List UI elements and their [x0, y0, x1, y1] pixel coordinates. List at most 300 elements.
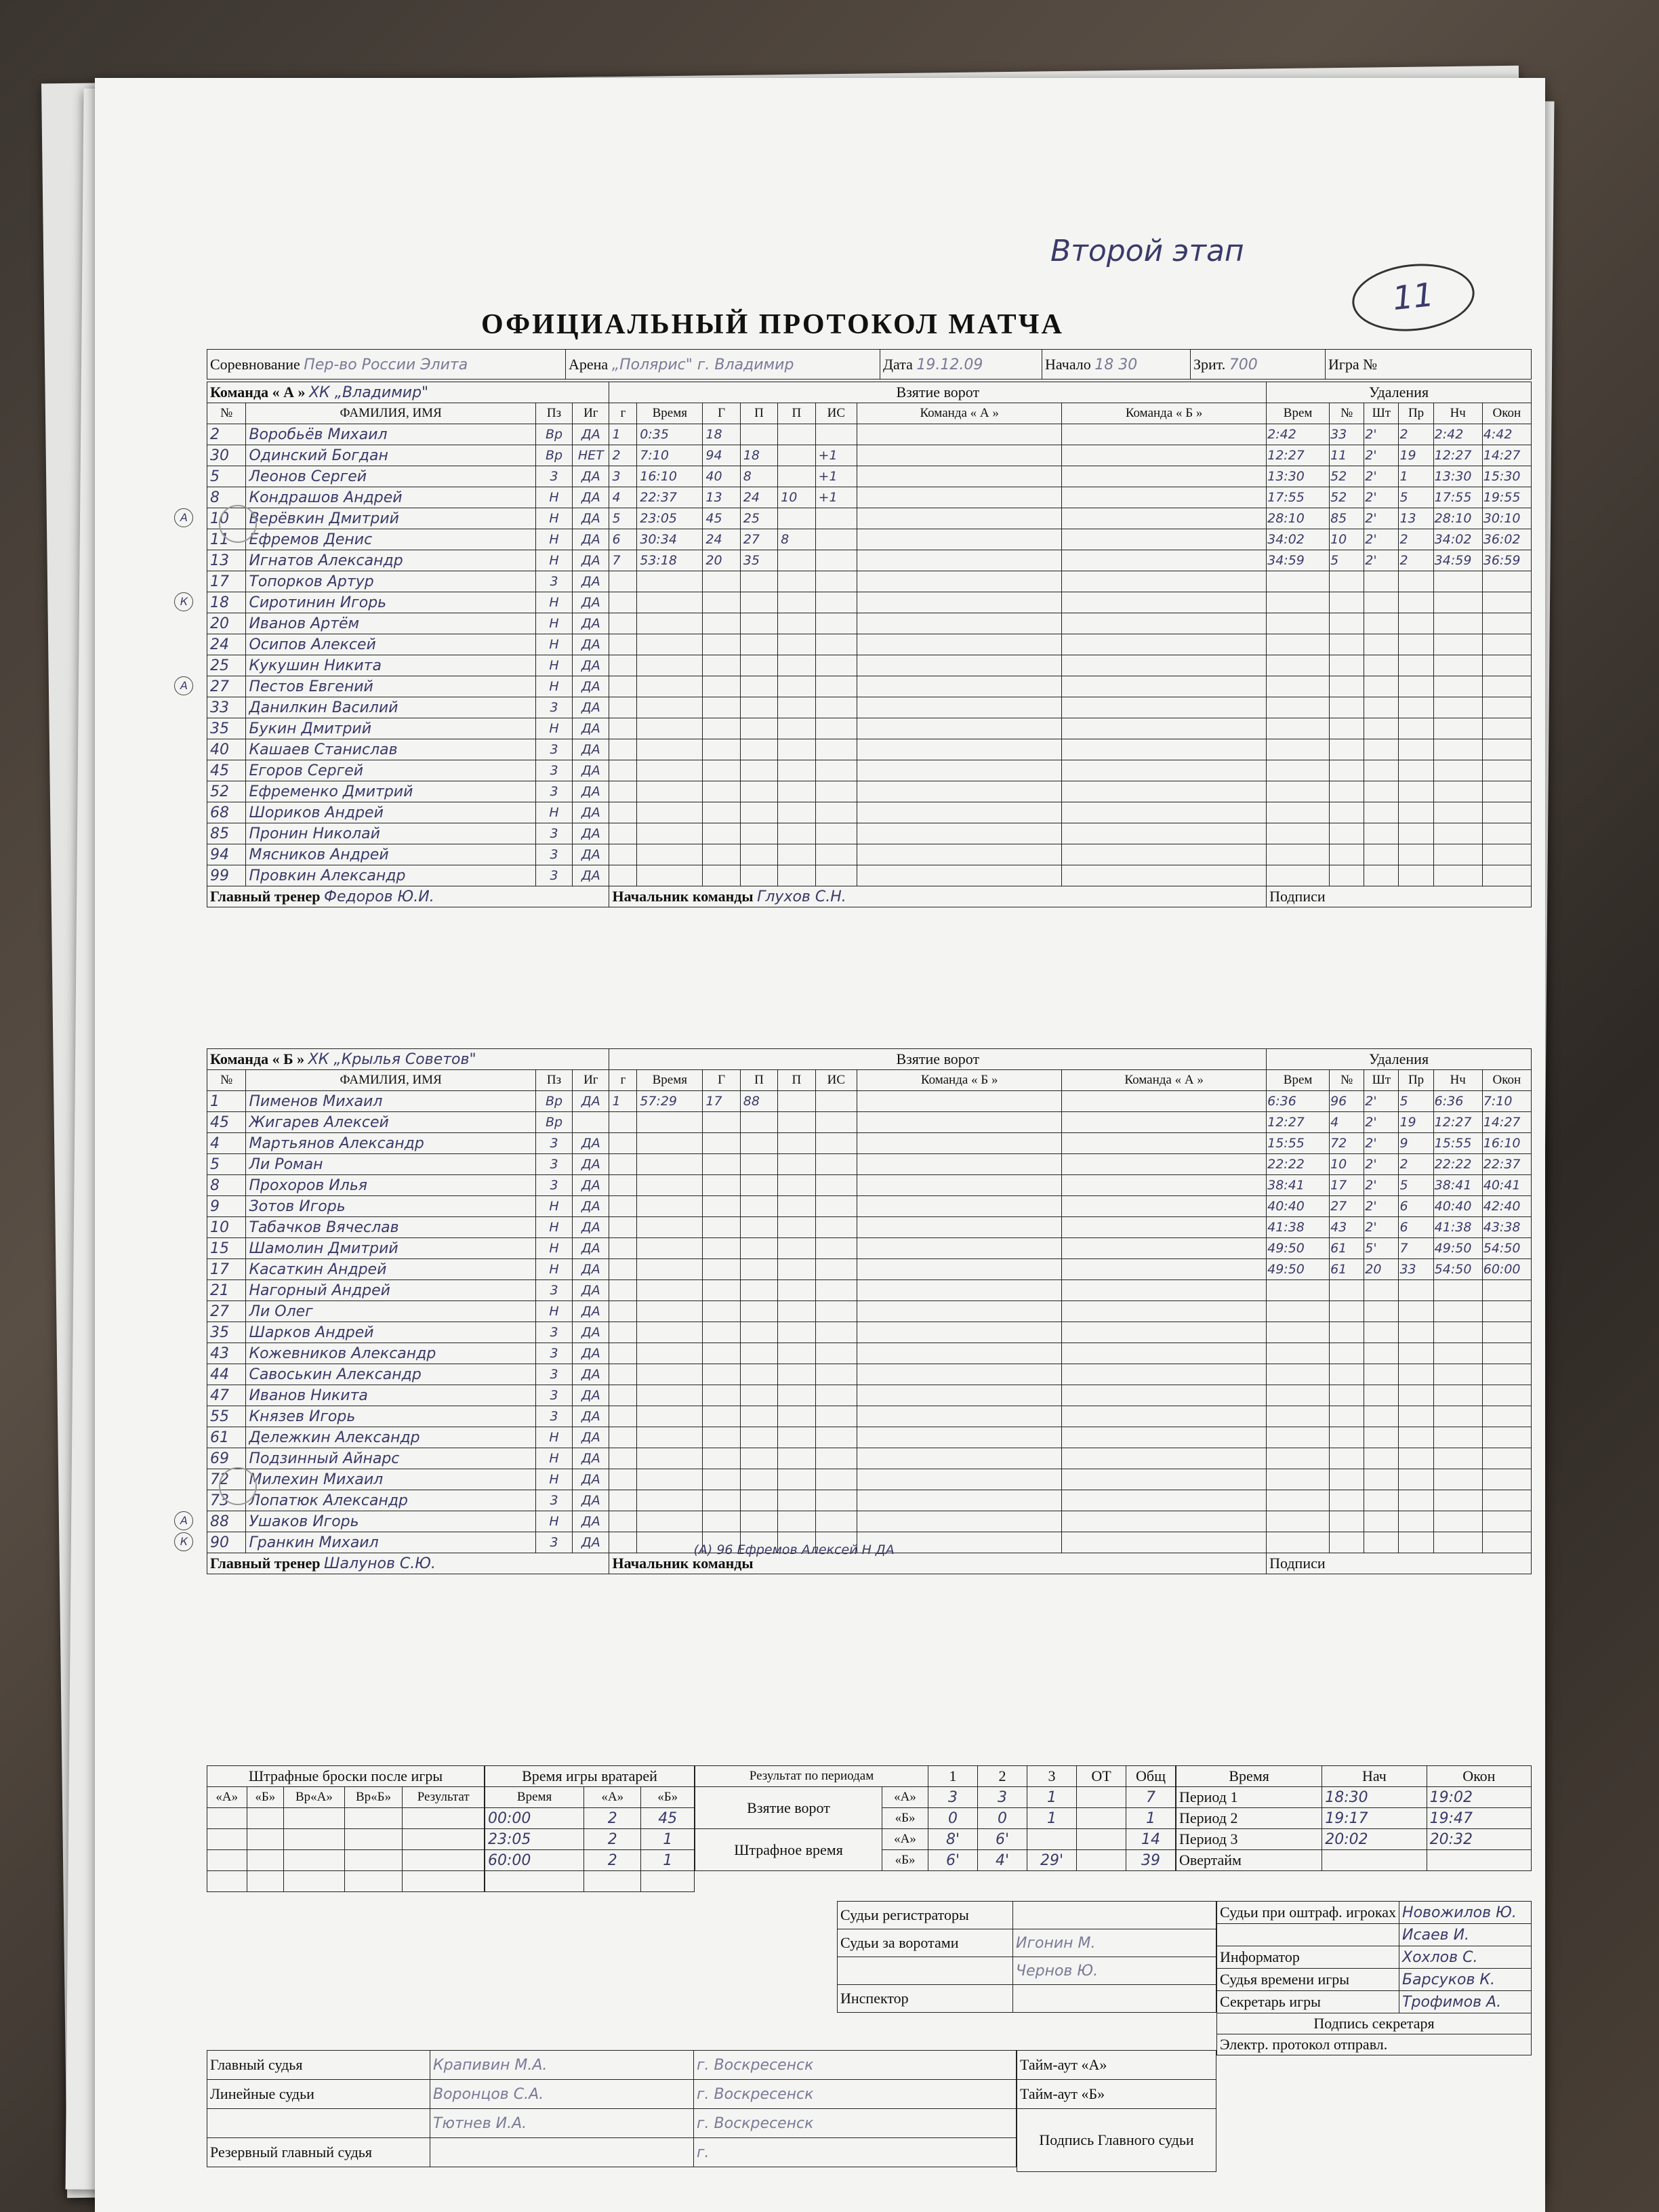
team-a-player-num: 94: [207, 844, 246, 865]
team-a-player-num: 2: [207, 424, 246, 445]
team-b-goal-side-a: [857, 1280, 1062, 1301]
team-b-goal-P1: [740, 1490, 777, 1511]
period-end: 19:02: [1427, 1787, 1531, 1808]
team-a-goal-g: [609, 844, 637, 865]
team-a-goal-P2: 10: [778, 487, 815, 508]
table-row: [1176, 1850, 1532, 1871]
team-a-goal-time: [637, 760, 703, 781]
team-b-goal-side-a: [857, 1448, 1062, 1469]
team-b-goal-G: [703, 1427, 740, 1448]
team-a-pen-start: 12:27: [1433, 445, 1482, 466]
team-a-goal-P2: [778, 571, 815, 592]
team-a-pen-num: [1330, 844, 1364, 865]
team-b-goal-P2: [778, 1091, 815, 1112]
team-a-col-ps: Шт: [1364, 403, 1399, 424]
team-b-goal-side-b: [1062, 1490, 1267, 1511]
table-row: [838, 1902, 1216, 1929]
team-b-goal-g: [609, 1490, 637, 1511]
period-goals-a-value: 1: [1027, 1787, 1077, 1808]
team-b-pen-end: 16:10: [1482, 1133, 1531, 1154]
team-a-player-num: 24: [207, 634, 246, 655]
team-b-goal-time: [637, 1427, 703, 1448]
team-a-goal-time: [637, 697, 703, 718]
shootout-cell: [284, 1829, 345, 1850]
team-a-goal-side-b: [1062, 676, 1267, 697]
official-label: Информатор: [1217, 1946, 1399, 1969]
team-a-player-ig: ДА: [573, 844, 609, 865]
team-a-pen-start: [1433, 676, 1482, 697]
team-a-pen-start: 2:42: [1433, 424, 1482, 445]
team-a-player-pz: 3: [535, 571, 572, 592]
team-b-coach-value: Шалунов С.Ю.: [324, 1555, 436, 1572]
team-a-goal-G: [703, 655, 740, 676]
team-a-goal-g: 2: [609, 445, 637, 466]
team-a-player-num: 18: [207, 592, 246, 613]
team-b-goal-P1: [740, 1133, 777, 1154]
team-a-pen-start: [1433, 865, 1482, 886]
gk-b: 1: [641, 1829, 695, 1850]
table-row: [207, 1871, 485, 1892]
team-a-pen-start: 17:55: [1433, 487, 1482, 508]
team-a-goal-side-b: [1062, 760, 1267, 781]
punch-hole-top: [219, 505, 257, 543]
team-b-goals-header: Взятие ворот: [609, 1049, 1267, 1070]
team-a-pen-pr: [1399, 592, 1433, 613]
team-b-pen-start: 22:22: [1433, 1154, 1482, 1175]
table-row: [207, 1511, 1532, 1532]
team-a-goal-P2: [778, 676, 815, 697]
team-b-goal-side-b: [1062, 1217, 1267, 1238]
team-b-goal-g: [609, 1532, 895, 1557]
electronic-protocol: Электр. протокол отправл.: [1217, 2034, 1532, 2055]
team-a-coach-label: Главный тренер: [210, 888, 321, 905]
team-a-player-ig: ДА: [573, 613, 609, 634]
start-value: 18 30: [1094, 356, 1138, 373]
team-a-pen-num: 85: [1330, 508, 1364, 529]
team-b-goal-P1: [740, 1469, 777, 1490]
shootout-cell: [403, 1850, 485, 1871]
date-value: 19.12.09: [916, 356, 983, 373]
shootout-col: Вр«Б»: [344, 1787, 403, 1808]
team-b-pen-end: 54:50: [1482, 1238, 1531, 1259]
team-a-pen-end: [1482, 655, 1531, 676]
period-goals-b-value: [1077, 1808, 1126, 1829]
team-b-col-P2: П: [778, 1070, 815, 1091]
period-goals-a-tag: «А»: [882, 1787, 928, 1808]
table-row: [1017, 2051, 1216, 2080]
team-b-pen-time: 12:27: [1267, 1112, 1330, 1133]
spectators-value: 700: [1229, 356, 1258, 373]
team-b-table: [180, 1048, 1532, 1574]
team-b-coach-label: Главный тренер: [210, 1555, 321, 1572]
team-a-goal-time: [637, 844, 703, 865]
gk-time: 60:00: [485, 1850, 584, 1871]
team-b-pen-start: [1433, 1301, 1482, 1322]
team-a-goal-P1: 35: [740, 550, 777, 571]
shootout-col: «А»: [207, 1787, 247, 1808]
times-col: Нач: [1322, 1766, 1427, 1787]
team-b-goal-P2: [778, 1343, 815, 1364]
team-a-pen-pr: [1399, 697, 1433, 718]
table-row: [1217, 1924, 1532, 1946]
times-col: Время: [1176, 1766, 1322, 1787]
period-pim-b-value: 39: [1126, 1850, 1176, 1871]
team-b-goal-side-b: [1062, 1196, 1267, 1217]
table-row: [207, 2138, 1017, 2167]
team-a-goal-g: [609, 634, 637, 655]
team-a-goal-time: [637, 613, 703, 634]
team-b-pen-sht: [1364, 1280, 1399, 1301]
referee-value: Тютнев И.А.: [430, 2109, 694, 2138]
team-b-goal-g: [609, 1217, 637, 1238]
team-a-pen-num: [1330, 592, 1364, 613]
team-b-player-pz: 3: [535, 1133, 572, 1154]
team-a-pen-sht: [1364, 739, 1399, 760]
team-a-pen-num: [1330, 697, 1364, 718]
team-a-goal-G: 94: [703, 445, 740, 466]
team-a-goal-side-a: [857, 865, 1062, 886]
period-label: Период 2: [1176, 1808, 1322, 1829]
team-a-goal-IS: [815, 529, 857, 550]
team-b-chief-label: Начальник команды: [612, 1555, 754, 1572]
team-a-goal-IS: [815, 697, 857, 718]
team-a-pen-start: 28:10: [1433, 508, 1482, 529]
team-b-goal-P1: [740, 1301, 777, 1322]
team-b-pen-time: 49:50: [1267, 1259, 1330, 1280]
team-a-goal-g: 1: [609, 424, 637, 445]
team-b-pen-time: [1267, 1343, 1330, 1364]
team-b-goal-P2: [778, 1406, 815, 1427]
team-b-goal-g: [609, 1364, 637, 1385]
team-a-pen-sht: 2': [1364, 466, 1399, 487]
official-label: [1217, 1924, 1399, 1946]
team-b-goal-side-b: [1062, 1133, 1267, 1154]
team-b-pen-num: [1330, 1343, 1364, 1364]
team-a-goal-g: 3: [609, 466, 637, 487]
team-b-goal-G: [703, 1196, 740, 1217]
table-row: [207, 2080, 1017, 2109]
team-a-goal-g: [609, 760, 637, 781]
team-b-pen-time: 41:38: [1267, 1217, 1330, 1238]
team-b-col-P1: П: [740, 1070, 777, 1091]
team-a-goal-time: [637, 865, 703, 886]
team-b-goal-side-a: [857, 1490, 1062, 1511]
punch-hole-bottom: [219, 1467, 257, 1505]
team-a-goal-g: 4: [609, 487, 637, 508]
team-a-col-name: ФАМИЛИЯ, ИМЯ: [246, 403, 535, 424]
team-a-goal-P2: [778, 466, 815, 487]
team-a-pen-pr: [1399, 823, 1433, 844]
team-b-player-pz: 3: [535, 1490, 572, 1511]
table-row: [207, 487, 1532, 508]
team-b-goal-g: [609, 1406, 637, 1427]
team-b-pen-start: 6:36: [1433, 1091, 1482, 1112]
team-b-player-name: Кожевников Александр: [246, 1343, 535, 1364]
table-row: [207, 655, 1532, 676]
team-a-pen-sht: [1364, 823, 1399, 844]
team-a-goal-G: [703, 760, 740, 781]
team-a-player-name: Данилкин Василий: [246, 697, 535, 718]
team-a-goal-P1: [740, 739, 777, 760]
goalkeeper-col: «А»: [584, 1787, 641, 1808]
team-a-goal-g: [609, 676, 637, 697]
team-b-goal-G: 17: [703, 1091, 740, 1112]
team-b-pen-end: [1482, 1490, 1531, 1511]
team-b-goal-side-b: [1062, 1175, 1267, 1196]
team-b-player-ig: ДА: [573, 1175, 609, 1196]
team-b-goal-G: [703, 1154, 740, 1175]
team-a-player-name: Кондрашов Андрей: [246, 487, 535, 508]
team-a-pen-time: [1267, 781, 1330, 802]
team-a-pen-start: [1433, 781, 1482, 802]
team-b-goal-P2: [778, 1322, 815, 1343]
team-a-goal-P1: [740, 697, 777, 718]
goalkeeper-col: Время: [485, 1787, 584, 1808]
period-goals-b-value: 1: [1126, 1808, 1176, 1829]
team-b-pen-end: 7:10: [1482, 1091, 1531, 1112]
team-a-pen-time: [1267, 571, 1330, 592]
team-a-signature-cell: [1267, 886, 1532, 907]
team-b-col-g: г: [609, 1070, 637, 1091]
team-b-pen-pr: 5: [1399, 1175, 1433, 1196]
team-a-player-name: Мясников Андрей: [246, 844, 535, 865]
team-a-goal-time: 7:10: [637, 445, 703, 466]
team-b-name: ХК „Крылья Советов": [308, 1051, 476, 1068]
team-a-goal-IS: [815, 865, 857, 886]
team-b-pen-num: [1330, 1364, 1364, 1385]
team-b-player-ig: [573, 1112, 609, 1133]
team-b-player-name: Жигарев Алексей: [246, 1112, 535, 1133]
team-b-goal-P2: [778, 1217, 815, 1238]
team-b-goal-time: [637, 1301, 703, 1322]
team-a-goal-side-a: [857, 634, 1062, 655]
team-a-goal-P1: [740, 613, 777, 634]
period-start: 20:02: [1322, 1829, 1427, 1850]
team-a-pen-num: 11: [1330, 445, 1364, 466]
team-b-goal-side-a: [857, 1469, 1062, 1490]
team-b-player-name: Подзинный Айнарс: [246, 1448, 535, 1469]
team-a-goal-P1: [740, 802, 777, 823]
table-row: [207, 1448, 1532, 1469]
team-b-pen-num: [1330, 1385, 1364, 1406]
period-end: 20:32: [1427, 1829, 1531, 1850]
team-b-goal-P2: [778, 1196, 815, 1217]
team-b-goal-time: [637, 1322, 703, 1343]
shootout-cell: [284, 1850, 345, 1871]
team-a-player-ig: ДА: [573, 865, 609, 886]
team-a-pen-time: [1267, 697, 1330, 718]
table-row: [207, 1175, 1532, 1196]
team-a-pen-end: 15:30: [1482, 466, 1531, 487]
team-b-goal-time: [637, 1259, 703, 1280]
team-b-goal-time: [637, 1469, 703, 1490]
team-a-goal-P1: [740, 844, 777, 865]
team-a-goal-IS: [815, 781, 857, 802]
table-row: [1217, 1969, 1532, 1991]
team-a-pen-end: [1482, 739, 1531, 760]
team-a-goal-side-a: [857, 508, 1062, 529]
team-a-goal-side-a: [857, 844, 1062, 865]
team-b-name-cell: [207, 1049, 609, 1070]
team-b-col-pn: №: [1330, 1070, 1364, 1091]
team-b-player-name: Пименов Михаил: [246, 1091, 535, 1112]
team-b-player-ig: ДА: [573, 1091, 609, 1112]
team-a-col-G: Г: [703, 403, 740, 424]
team-b-pen-end: [1482, 1343, 1531, 1364]
team-a-pen-num: 10: [1330, 529, 1364, 550]
table-row: [207, 1469, 1532, 1490]
team-b-pen-time: 38:41: [1267, 1175, 1330, 1196]
team-a-goal-IS: [815, 571, 857, 592]
team-b-pen-sht: [1364, 1406, 1399, 1427]
period-goals-b-tag: «Б»: [882, 1808, 928, 1829]
team-b-goal-side-a: [857, 1259, 1062, 1280]
team-b-col-G: Г: [703, 1070, 740, 1091]
team-a-player-name: Шориков Андрей: [246, 802, 535, 823]
gk-time: 23:05: [485, 1829, 584, 1850]
team-a-player-ig: ДА: [573, 487, 609, 508]
game-label: Игра №: [1328, 355, 1378, 373]
team-a-goal-P2: [778, 634, 815, 655]
team-b-pen-end: 14:27: [1482, 1112, 1531, 1133]
team-a-goal-side-a: [857, 571, 1062, 592]
table-row: [207, 445, 1532, 466]
table-row: [207, 1133, 1532, 1154]
team-a-col-pn: №: [1330, 403, 1364, 424]
team-a-penalties-header: Удаления: [1267, 382, 1532, 403]
team-a-goal-P2: [778, 865, 815, 886]
team-b-pen-pr: [1399, 1532, 1433, 1553]
period-col: 3: [1027, 1766, 1077, 1787]
team-a-player-ig: ДА: [573, 529, 609, 550]
team-b-player-pz: 3: [535, 1532, 572, 1553]
team-a-player-num: 20: [207, 613, 246, 634]
team-a-goal-P2: [778, 424, 815, 445]
arena-label: Арена: [569, 355, 609, 373]
team-a-goal-P1: [740, 760, 777, 781]
team-a-pen-num: [1330, 676, 1364, 697]
team-a-pen-end: [1482, 823, 1531, 844]
team-b-pen-start: 38:41: [1433, 1175, 1482, 1196]
team-b-col-IS: ИС: [815, 1070, 857, 1091]
team-b-pen-sht: [1364, 1427, 1399, 1448]
team-b-player-num: 1: [207, 1091, 246, 1112]
team-b-goal-g: [609, 1238, 637, 1259]
team-b-goal-g: [609, 1133, 637, 1154]
table-row: [207, 1385, 1532, 1406]
team-a-player-pz: Н: [535, 802, 572, 823]
team-b-goal-side-b: [1062, 1112, 1267, 1133]
team-a-goal-g: [609, 571, 637, 592]
team-b-goal-IS: [815, 1280, 857, 1301]
team-b-goal-G: [703, 1133, 740, 1154]
team-b-pen-num: [1330, 1511, 1364, 1532]
team-a-goal-P1: [740, 781, 777, 802]
team-a-goal-side-b: [1062, 424, 1267, 445]
team-a-pen-pr: 19: [1399, 445, 1433, 466]
team-a-pen-time: [1267, 592, 1330, 613]
team-a-pen-sht: [1364, 718, 1399, 739]
team-b-player-ig: ДА: [573, 1259, 609, 1280]
team-a-player-ig: НЕТ: [573, 445, 609, 466]
team-b-goal-g: [609, 1196, 637, 1217]
team-b-pen-end: [1482, 1385, 1531, 1406]
team-a-pen-num: [1330, 634, 1364, 655]
team-b-player-ig: ДА: [573, 1133, 609, 1154]
team-a-pen-pr: 2: [1399, 529, 1433, 550]
team-b-player-pz: Н: [535, 1217, 572, 1238]
team-b-pen-start: 40:40: [1433, 1196, 1482, 1217]
team-a-goal-IS: [815, 508, 857, 529]
team-a-goal-IS: [815, 613, 857, 634]
team-a-goal-G: [703, 844, 740, 865]
table-row: [207, 865, 1532, 886]
team-b-player-num: 47: [207, 1385, 246, 1406]
team-b-goal-side-a: [857, 1154, 1062, 1175]
period-col: 1: [928, 1766, 978, 1787]
team-b-pen-sht: 2': [1364, 1133, 1399, 1154]
team-b-goal-g: 1: [609, 1091, 637, 1112]
page-title: ОФИЦИАЛЬНЫЙ ПРОТОКОЛ МАТЧА: [481, 309, 1064, 340]
team-b-goal-side-a: [857, 1217, 1062, 1238]
team-a-goal-side-a: [857, 718, 1062, 739]
team-a-goal-P2: [778, 718, 815, 739]
period-start: [1322, 1850, 1427, 1871]
team-b-player-name: Шарков Андрей: [246, 1322, 535, 1343]
table-row: [207, 823, 1532, 844]
team-a-goal-P1: [740, 424, 777, 445]
team-b-player-pz: 3: [535, 1385, 572, 1406]
shootout-cell: [247, 1871, 284, 1892]
team-b-player-name: Зотов Игорь: [246, 1196, 535, 1217]
team-a-pen-pr: [1399, 739, 1433, 760]
team-b-goal-P2: [778, 1238, 815, 1259]
spectators-label: Зрит.: [1193, 355, 1226, 373]
game-number: 11: [1349, 258, 1477, 337]
team-b-pen-num: [1330, 1448, 1364, 1469]
team-b-captain-mark: А: [174, 1511, 193, 1530]
team-b-player-pz: 3: [535, 1175, 572, 1196]
team-a-pen-pr: [1399, 676, 1433, 697]
team-b-player-ig: ДА: [573, 1469, 609, 1490]
team-a-col-teams: Команда « Б »: [1062, 403, 1267, 424]
team-b-pen-end: [1482, 1364, 1531, 1385]
official-label: Судьи при оштраф. игроках: [1217, 1902, 1399, 1924]
table-row: [207, 1532, 1532, 1553]
table-row: [485, 1808, 695, 1829]
team-b-goal-IS: [815, 1385, 857, 1406]
protocol-sheet: [95, 78, 1545, 2212]
team-a-col-pst: Нч: [1433, 403, 1482, 424]
table-row: [1017, 2080, 1216, 2109]
gk-a: 2: [584, 1808, 641, 1829]
team-a-player-pz: Вр: [535, 445, 572, 466]
team-b-goal-IS: [815, 1175, 857, 1196]
team-a-pen-pr: 5: [1399, 487, 1433, 508]
shootout-cell: [403, 1871, 485, 1892]
team-b-pen-start: 12:27: [1433, 1112, 1482, 1133]
goalkeeper-title: Время игры вратарей: [485, 1766, 695, 1787]
team-b-label: Команда « Б »: [210, 1050, 305, 1067]
team-b-pen-start: [1433, 1448, 1482, 1469]
gk-b: 45: [641, 1808, 695, 1829]
team-b-col-pst: Нч: [1433, 1070, 1482, 1091]
team-b-goal-P1: [740, 1259, 777, 1280]
team-b-goal-IS: [815, 1469, 857, 1490]
team-a-goal-G: [703, 739, 740, 760]
period-pim-b-value: 29': [1027, 1850, 1077, 1871]
team-b-goal-G: [703, 1322, 740, 1343]
